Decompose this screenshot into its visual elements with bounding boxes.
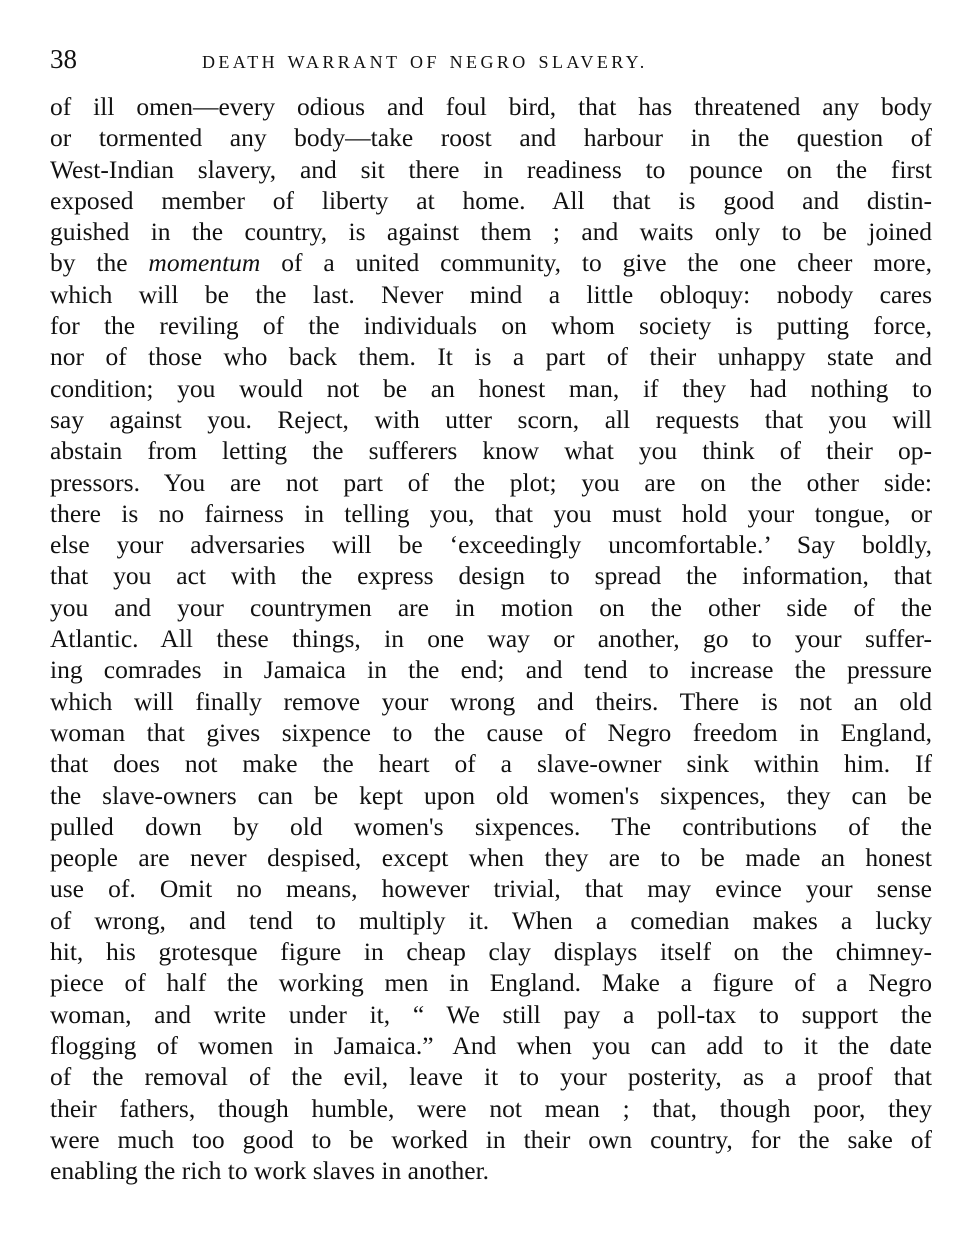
- text-line: hit, his grotesque figure in cheap clay displays itself on the chimney-: [50, 937, 932, 967]
- text-line: say against you. Reject, with utter scorn, all requests that you will: [50, 404, 932, 434]
- text-line: that you act with the express design to spread the information, that: [50, 561, 932, 591]
- text-line: West-Indian slavery, and sit there in readiness to pounce on the first: [50, 154, 932, 184]
- text-line: that does not make the heart of a slave-owner sink within him. If: [50, 749, 932, 779]
- text-line: ing comrades in Jamaica in the end; and tend to increase the pressure: [50, 655, 932, 685]
- text-line: people are never despised, except when they are to be made an honest: [50, 843, 932, 873]
- text-line: you and your countrymen are in motion on the other side of the: [50, 592, 932, 622]
- text-line: by the momentum of a united community, to give the one cheer more,: [50, 248, 932, 278]
- text-line: or tormented any body—take roost and harbour in the question of: [50, 123, 932, 153]
- text-line: which will be the last. Never mind a little obloquy: nobody cares: [50, 279, 932, 309]
- text-line: there is no fairness in telling you, that you must hold your tongue, or: [50, 498, 932, 528]
- page-number: 38: [50, 44, 77, 74]
- text-line: flogging of women in Jamaica.” And when you can add to it the date: [50, 1030, 932, 1060]
- text-line: enabling the rich to work slaves in another.: [50, 1156, 490, 1186]
- text-line: nor of those who back them. It is a part of their unhappy state and: [50, 342, 932, 372]
- text-line: which will finally remove your wrong and theirs. There is not an old: [50, 686, 932, 716]
- text-line: condition; you would not be an honest man, if they had nothing to: [50, 373, 932, 403]
- text-line: woman, and write under it, “ We still pay a poll-tax to support the: [50, 999, 932, 1029]
- text-line: of ill omen—every odious and foul bird, that has threatened any body: [50, 92, 932, 121]
- text-line: abstain from letting the sufferers know what you think of their op-: [50, 436, 932, 466]
- text-line: else your adversaries will be ‘exceedingly uncomfortable.’ Say boldly,: [50, 530, 932, 560]
- text-line: the slave-owners can be kept upon old women's sixpences, they can be: [50, 780, 932, 810]
- text-line: of the removal of the evil, leave it to your posterity, as a proof that: [50, 1062, 932, 1092]
- text-line: woman that gives sixpence to the cause of Negro freedom in England,: [50, 717, 932, 747]
- body-text: [50, 91, 932, 1186]
- text-line: Atlantic. All these things, in one way or another, go to your suffer-: [50, 624, 932, 654]
- text-line: pulled down by old women's sixpences. The contributions of the: [50, 811, 932, 841]
- text-line: guished in the country, is against them ; and waits only to be joined: [50, 217, 932, 247]
- text-line: were much too good to be worked in their own country, for the sake of: [50, 1124, 932, 1154]
- running-head: DEATH WARRANT OF NEGRO SLAVERY.: [202, 52, 648, 72]
- text-line: their fathers, though humble, were not mean ; that, though poor, they: [50, 1093, 932, 1123]
- italic-word: momentum: [148, 248, 261, 278]
- text-line: piece of half the working men in England. Make a figure of a Negro: [50, 968, 932, 998]
- text-line: use of. Omit no means, however trivial, that may evince your sense: [50, 874, 932, 904]
- text-line: for the reviling of the individuals on whom society is putting force,: [50, 311, 932, 341]
- text-line: exposed member of liberty at home. All that is good and distin-: [50, 185, 932, 215]
- text-line: of wrong, and tend to multiply it. When a comedian makes a lucky: [50, 905, 932, 935]
- page-header: [50, 42, 930, 78]
- text-line: pressors. You are not part of the plot; you are on the other side:: [50, 467, 932, 497]
